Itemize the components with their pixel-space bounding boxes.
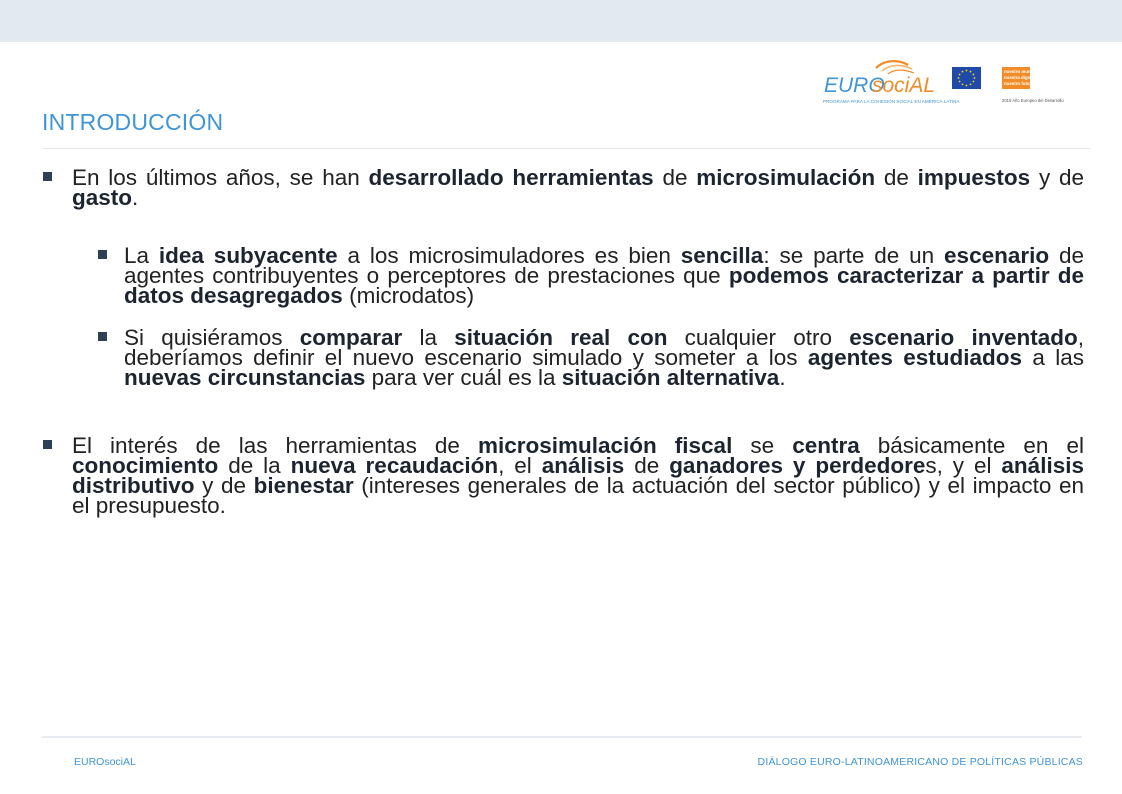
sub-bullet-item-1: La idea subyacente a los microsimuladores es bien sencilla: se parte de un escenario de agentes contribuyentes o perceptores de prestaciones que podemos caracterizar a partir de datos desagregados (microdatos) <box>42 246 1084 306</box>
footer-brand: EUROsociAL <box>74 756 136 768</box>
slide-content <box>42 165 1085 518</box>
page-title: INTRODUCCIÓN <box>42 109 224 135</box>
svg-text:nuestro mundo: nuestro mundo <box>1004 69 1036 74</box>
bullet-item-2: El interés de las herramientas de microsimulación fiscal se centra básicamente en el conocimiento de la nueva recaudación, el análisis de ganadores y perdedores, y el análisis distributivo y de bienestar (intereses generales de la actuación del sector público) y el impacto en el presupuesto. <box>42 436 1084 516</box>
footer-divider <box>42 736 1082 738</box>
svg-text:nuestra dignidad: nuestra dignidad <box>1004 75 1040 80</box>
square-bullet-icon <box>98 250 107 259</box>
footer-caption: DIÁLOGO EURO-LATINOAMERICANO DE POLÍTICAS PÚBLICAS <box>757 756 1083 768</box>
square-bullet-icon <box>98 332 107 341</box>
bullet-item-1: En los últimos años, se han desarrollado herramientas de microsimulación de impuestos y de gasto. <box>42 168 1084 208</box>
title-divider <box>42 148 1090 149</box>
eurosocial-logo <box>822 56 1088 108</box>
svg-text:PROGRAMA PARA LA COHESIÓN SOCI: PROGRAMA PARA LA COHESIÓN SOCIAL EN AMÉRICA LATINA <box>823 99 960 104</box>
top-bar <box>0 0 1122 42</box>
sub-bullet-item-2: Si quisiéramos comparar la situación real con cualquier otro escenario inventado, deberíamos definir el nuevo escenario simulado y someter a los agentes estudiados a las nuevas circunstancias para ver cuál es la situación alternativa. <box>42 328 1084 388</box>
logo-area <box>822 56 1088 108</box>
svg-text:nuestro futuro: nuestro futuro <box>1004 81 1034 86</box>
square-bullet-icon <box>43 440 52 449</box>
svg-text:2015 Año Europeo del Desarroll: 2015 Año Europeo del Desarrollo <box>1002 98 1064 103</box>
square-bullet-icon <box>43 172 52 181</box>
svg-text:sociAL: sociAL <box>872 74 936 97</box>
svg-text:EURO: EURO <box>824 74 885 97</box>
